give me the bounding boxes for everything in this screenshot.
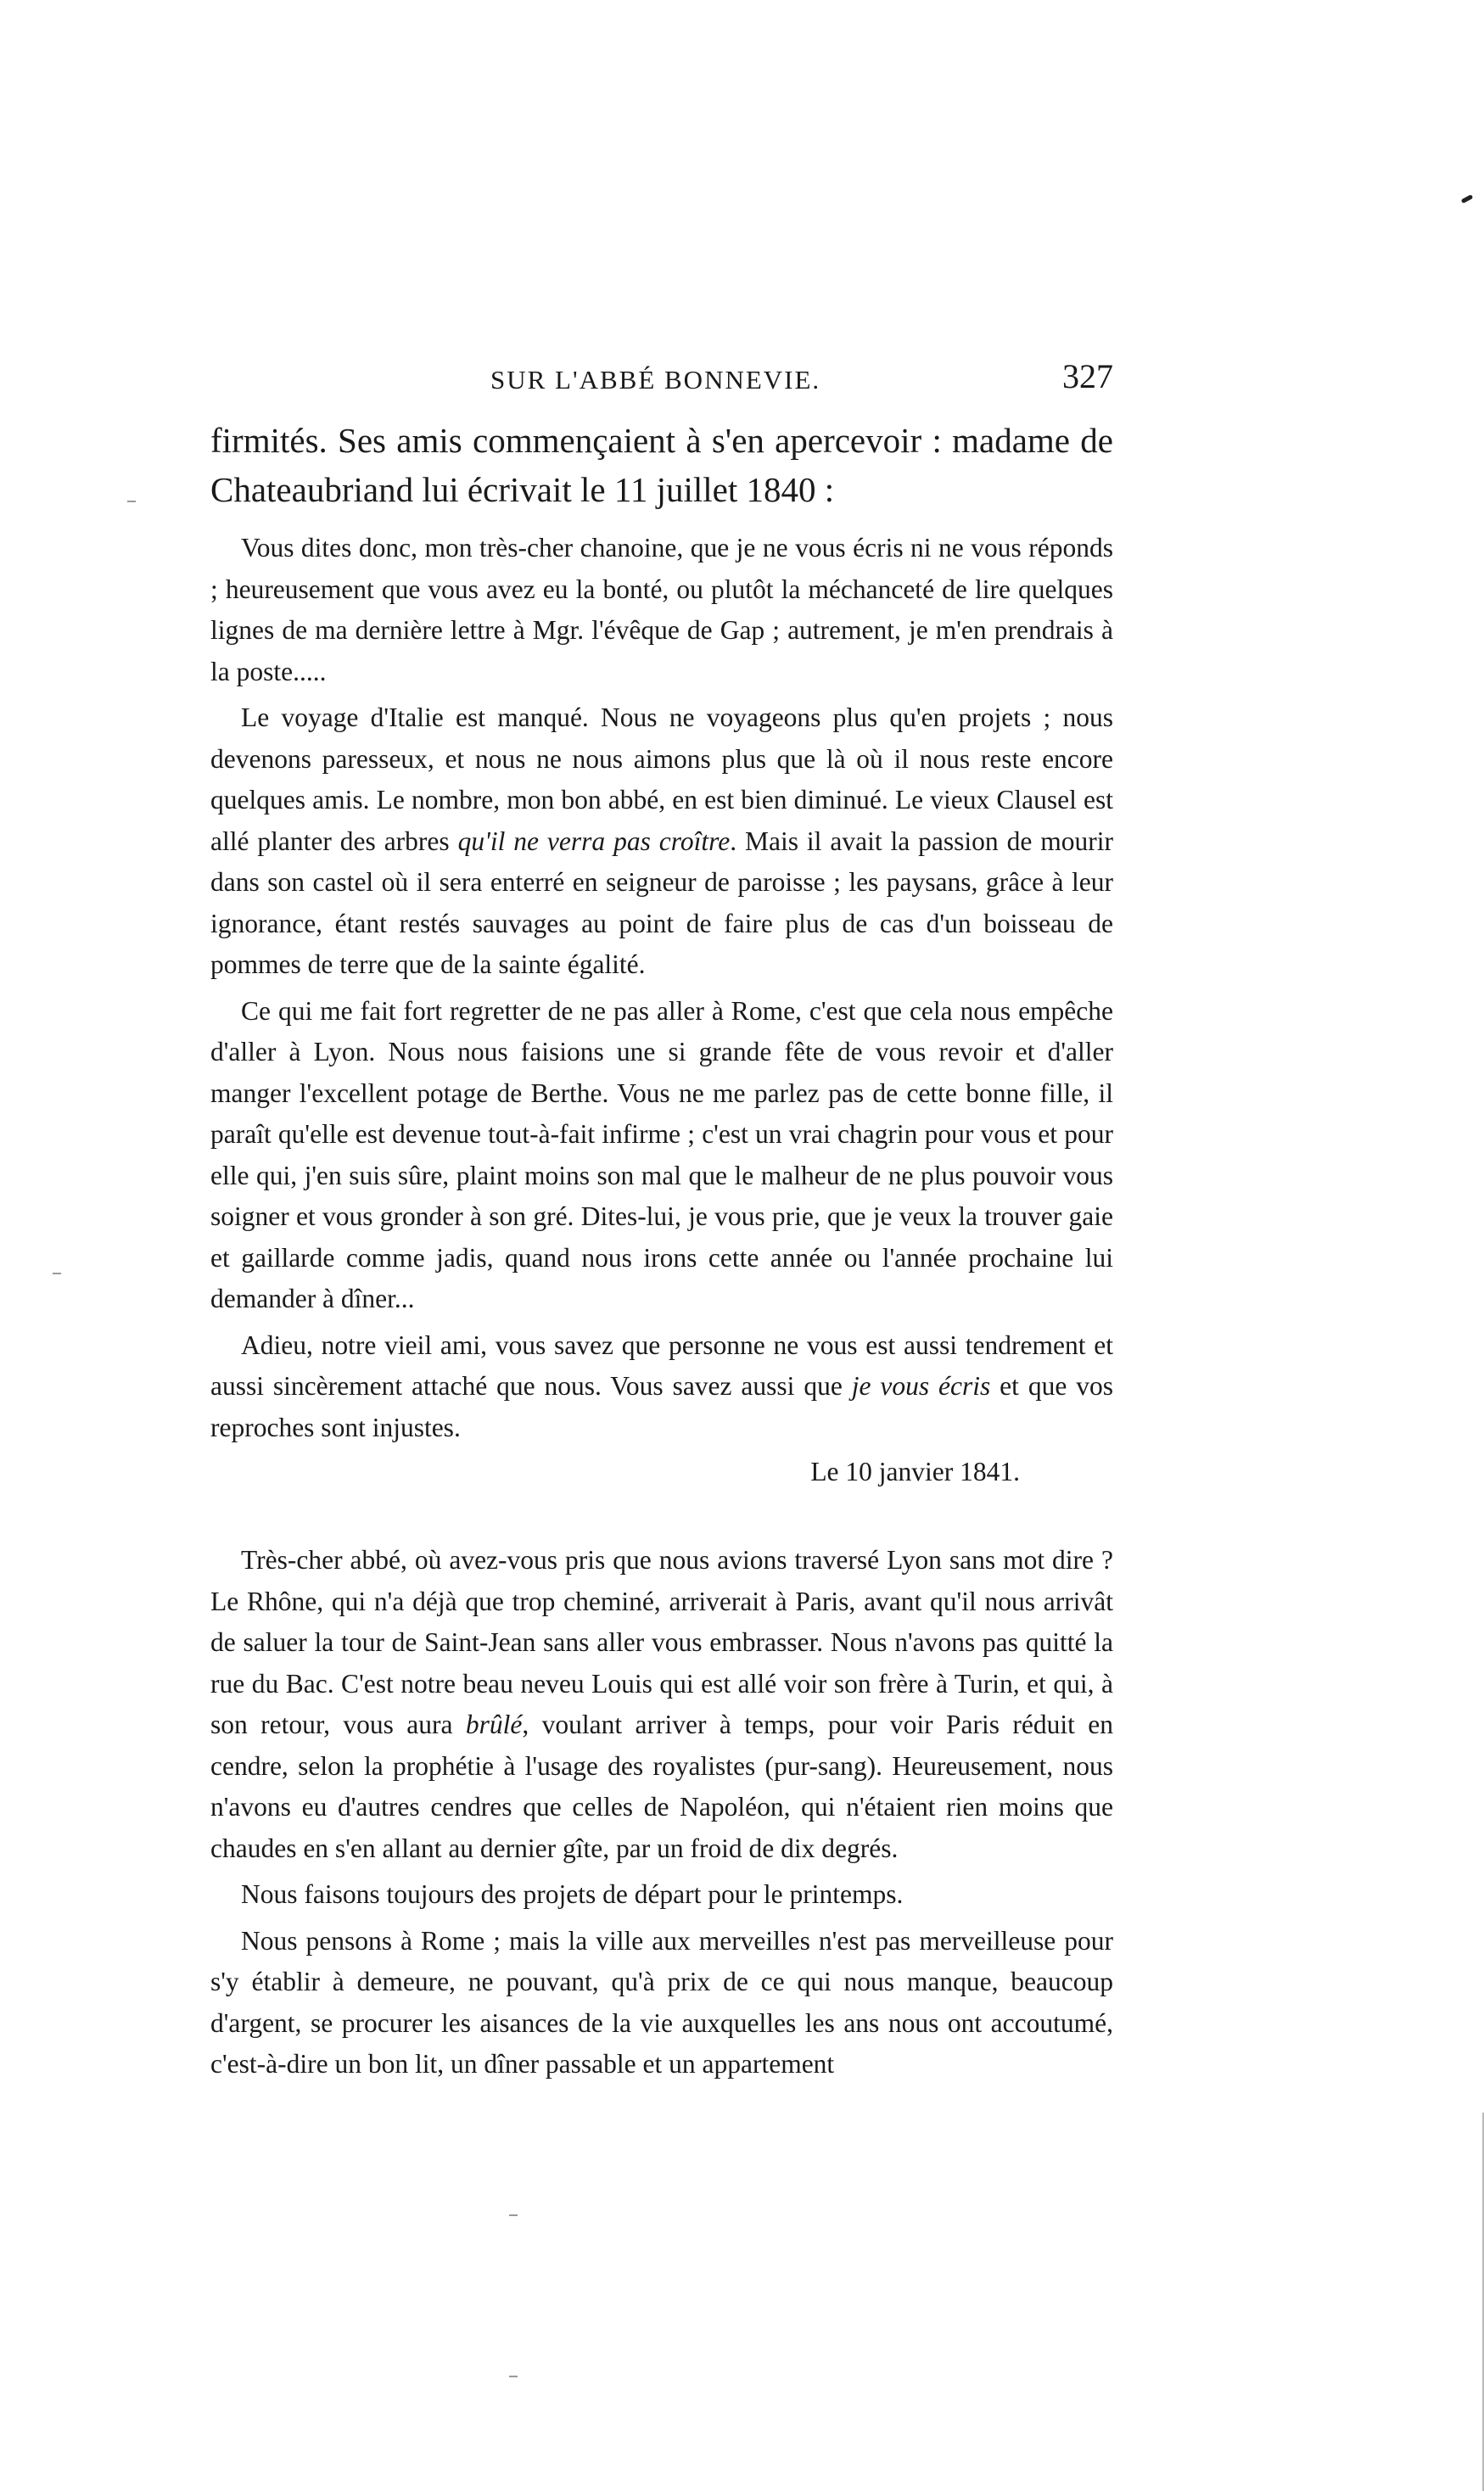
margin-mark bbox=[509, 2376, 518, 2377]
running-head bbox=[210, 356, 1113, 416]
letter-paragraph: Ce qui me fait fort regretter de ne pas aller à Rome, c'est que cela nous empêche d'aller à Lyon. Nous nous faisions une si grande fête de vous revoir et d'aller manger l'excellent potage de Berthe. Vous ne me parlez pas de cette bonne fille, il paraît qu'elle est devenue tout-à-fait infirme ; c'est un vrai chagrin pour vous et pour elle qui, j'en suis sûre, plaint moins son mal que le malheur de ne plus pouvoir vous soigner et vous gronder à son gré. Dites-lui, je vous prie, que je veux la trouver gaie et gaillarde comme jadis, quand nous irons cette année ou l'année prochaine lui demander à dîner... bbox=[210, 995, 1113, 1313]
running-title: SUR L'ABBÉ BONNEVIE. bbox=[490, 365, 821, 395]
letter-paragraph: Vous dites donc, mon très-cher chanoine, que je ne vous écris ni ne vous réponds ; heureusement que vous avez eu la bonté, ou plutôt la méchanceté de lire quelques lignes de ma dernière lettre à Mgr. l'évêque de Gap ; autrement, je m'en prendrais à la poste..... bbox=[210, 533, 1113, 686]
book-page bbox=[210, 356, 1113, 2091]
letter-paragraph: Le voyage d'Italie est manqué. Nous ne voyageons plus qu'en projets ; nous devenons paresseux, et nous ne nous aimons plus que là où il nous reste encore quelques amis. Le nombre, mon bon abbé, en est bien diminué. Le vieux Clausel est allé planter des arbres qu'il ne verra pas croître. Mais il avait la passion de mourir dans son castel où il sera enterré en seigneur de paroisse ; les paysans, grâce à leur ignorance, étant restés sauvages au point de faire plus de cas d'un boisseau de pommes de terre que de la sainte égalité. bbox=[210, 703, 1113, 979]
margin-mark bbox=[509, 2214, 518, 2216]
letter-date: Le 10 janvier 1841. bbox=[810, 1457, 1020, 1486]
letter-paragraph: Nous pensons à Rome ; mais la ville aux merveilles n'est pas merveilleuse pour s'y établir à demeure, ne pouvant, qu'à prix de ce qui nous manque, beaucoup d'argent, se procurer les aisances de la vie auxquelles les ans nous ont accoutumé, c'est-à-dire un bon lit, un dîner passable et un appartement bbox=[210, 1925, 1113, 2079]
letter-paragraph: Adieu, notre vieil ami, vous savez que personne ne vous est aussi tendrement et aussi sincèrement attaché que nous. Vous savez aussi que je vous écris et que vos reproches sont injustes. bbox=[210, 1329, 1113, 1442]
italic-phrase: je vous écris bbox=[851, 1371, 991, 1401]
margin-mark bbox=[127, 501, 136, 502]
page-number: 327 bbox=[1062, 357, 1113, 395]
margin-mark bbox=[53, 1273, 61, 1274]
letter-paragraph: Très-cher abbé, où avez-vous pris que nous avions traversé Lyon sans mot dire ? Le Rhône, qui n'a déjà que trop cheminé, arriverait à Paris, avant qu'il nous arrivât de saluer la tour de Saint-Jean sans aller vous embrasser. Nous n'avons pas quitté la rue du Bac. C'est notre beau neveu Louis qui est allé voir son frère à Turin, et qui, à son retour, vous aura brûlé, voulant arriver à temps, pour voir Paris réduit en cendre, selon la prophétie à l'usage des royalistes (pur-sang). Heureusement, nous n'avons eu d'autres cendres que celles de Napoléon, qui n'étaient rien moins que chaudes en s'en allant au dernier gîte, par un froid de dix degrés. bbox=[210, 1545, 1113, 1863]
italic-phrase: brûlé bbox=[465, 1710, 523, 1739]
intro-paragraph: firmités. Ses amis commençaient à s'en apercevoir : madame de Chateaubriand lui écrivait le 11 juillet 1840 : bbox=[210, 421, 1113, 509]
letter-1841 bbox=[210, 1540, 1113, 2085]
letter-1840 bbox=[210, 528, 1113, 1448]
letter-paragraph: Nous faisons toujours des projets de départ pour le printemps. bbox=[241, 1879, 904, 1909]
italic-phrase: qu'il ne verra pas croître bbox=[457, 826, 731, 856]
ink-speck bbox=[1461, 194, 1474, 204]
